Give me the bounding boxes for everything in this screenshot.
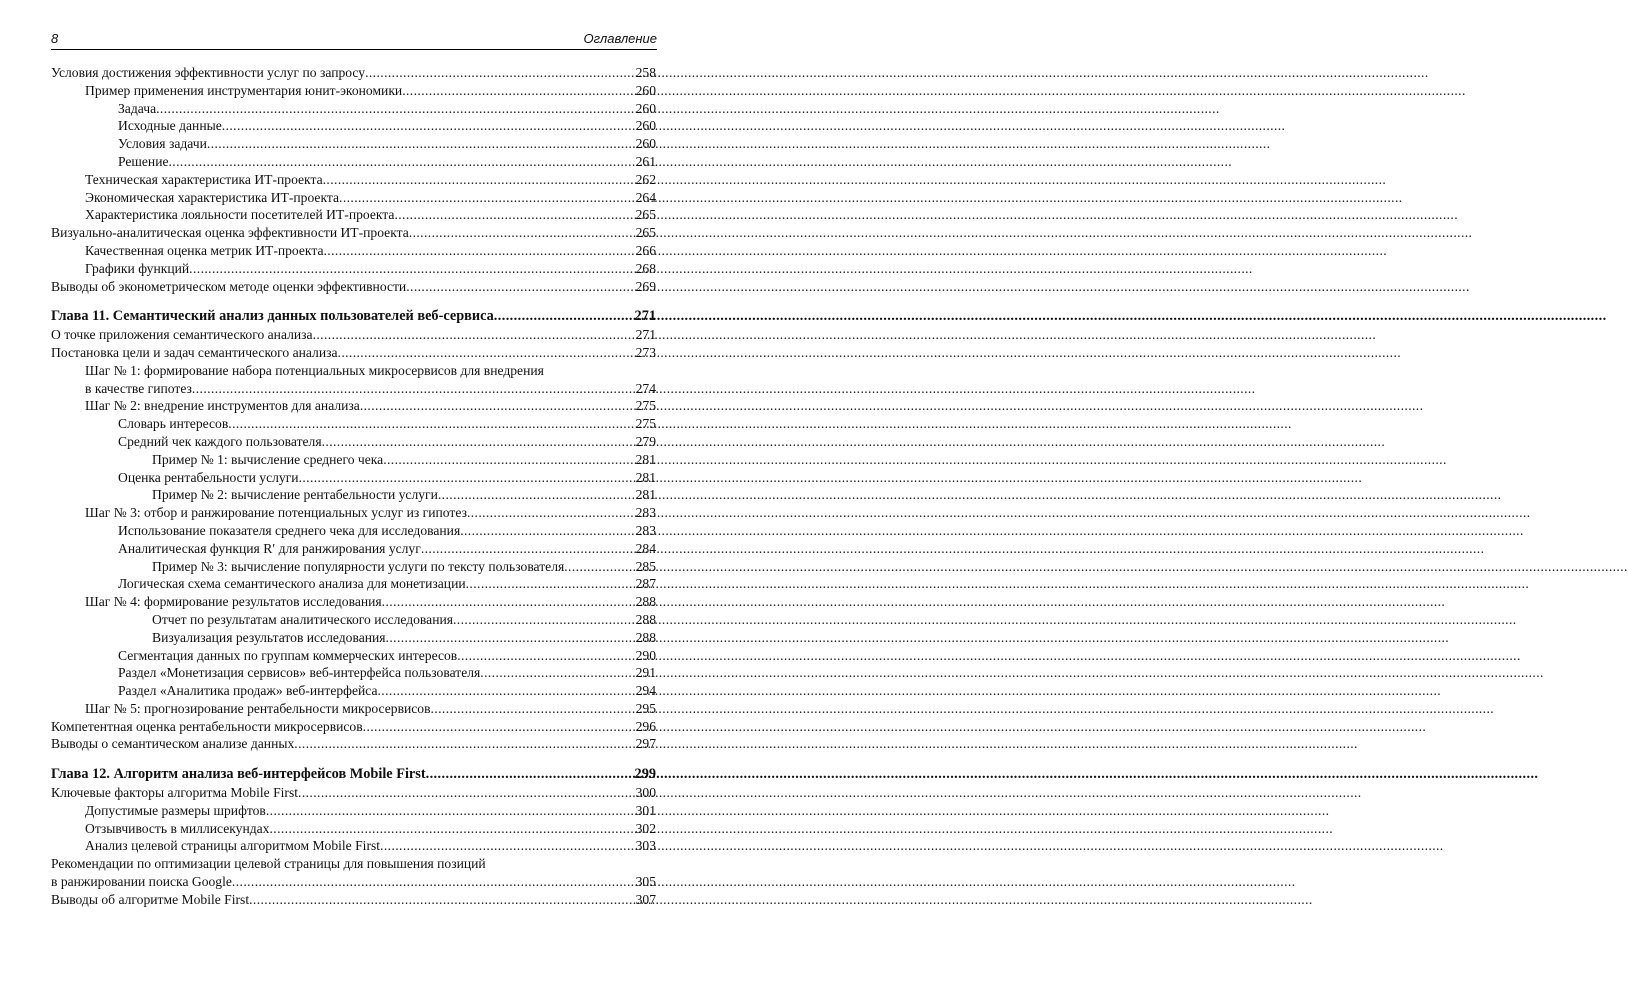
- toc-entry[interactable]: [51, 224, 656, 242]
- toc-entry-title: Шаг № 3: отбор и ранжирование потенциальных услуг из гипотез: [85, 505, 467, 521]
- toc-entry-title: Шаг № 1: формирование набора потенциальных микросервисов для внедрения: [85, 362, 544, 378]
- toc-entry[interactable]: [51, 380, 656, 398]
- toc-entry-page: 302: [635, 820, 656, 836]
- toc-entry-title: Условия достижения эффективности услуг по запросу: [51, 65, 366, 80]
- toc-entry-title: О точке приложения семантического анализа: [51, 327, 313, 343]
- dot-leader: [426, 766, 635, 784]
- toc-entry-title: Выводы о семантическом анализе данных: [51, 736, 295, 752]
- toc-entry-page: 281: [635, 469, 656, 485]
- toc-entry-title: Визуализация результатов исследования: [152, 629, 386, 645]
- toc-entry-title: Шаг № 5: прогнозирование рентабельности микросервисов: [85, 700, 431, 716]
- dot-leader: [222, 117, 636, 135]
- toc-entry[interactable]: [51, 433, 656, 451]
- dot-leader: [564, 558, 635, 576]
- running-header: [51, 31, 657, 50]
- dot-leader: [466, 575, 636, 593]
- toc-entry-page: 291: [635, 665, 656, 681]
- dot-leader: [431, 700, 636, 718]
- toc-entry[interactable]: [51, 362, 656, 380]
- toc-gap: [51, 753, 656, 766]
- toc-entry-page: 260: [635, 118, 656, 134]
- toc-entry-title: Глава 12. Алгоритм анализа веб-интерфейсов Mobile First: [51, 766, 426, 783]
- toc-entry[interactable]: [51, 469, 656, 487]
- dot-leader: [378, 682, 636, 700]
- toc-entry[interactable]: [51, 242, 656, 260]
- toc-entry[interactable]: [51, 522, 656, 540]
- toc-entry[interactable]: [51, 278, 656, 296]
- toc-entry[interactable]: [51, 820, 656, 838]
- toc-entry[interactable]: [51, 593, 656, 611]
- toc-entry-page: 260: [635, 136, 656, 152]
- toc-entry[interactable]: [51, 629, 656, 647]
- toc-entry[interactable]: [51, 135, 656, 153]
- toc-entry-title: Шаг № 4: формирование результатов исследования: [85, 594, 382, 610]
- toc-entry-title: Экономическая характеристика ИТ-проекта: [85, 189, 340, 205]
- toc-entry-title: Характеристика лояльности посетителей ИТ-проекта: [85, 207, 395, 223]
- toc-entry[interactable]: [51, 784, 656, 802]
- toc-entry-title: Качественная оценка метрик ИТ-проекта: [85, 242, 324, 258]
- toc-entry-page: 300: [635, 785, 656, 801]
- toc-entry-title: Использование показателя среднего чека для исследования: [118, 522, 461, 538]
- dot-leader: [156, 100, 635, 118]
- dot-leader: [409, 224, 636, 242]
- toc-entry-title: Логическая схема семантического анализа для монетизации: [118, 576, 466, 592]
- toc-entry-title: Решение: [118, 153, 169, 169]
- toc-entry[interactable]: [51, 700, 656, 718]
- toc-gap: [51, 295, 656, 308]
- toc-entry-title: Шаг № 2: внедрение инструментов для анализа: [85, 398, 360, 414]
- toc-entry-page: 288: [635, 611, 656, 627]
- toc-entry-page: 281: [635, 487, 656, 503]
- dot-leader: [360, 397, 636, 415]
- toc-entry[interactable]: [51, 891, 656, 909]
- toc-entry-page: 273: [635, 344, 656, 360]
- toc-entry-page: 275: [635, 398, 656, 414]
- dot-leader: [269, 820, 635, 838]
- toc-entry-title: Аналитическая функция R′ для ранжирования услуг: [118, 540, 421, 556]
- dot-leader: [386, 629, 636, 647]
- toc-entry-page: 296: [635, 718, 656, 734]
- dot-leader: [406, 278, 635, 296]
- toc-entry-page: 297: [635, 736, 656, 752]
- toc-entry-title: Пример № 1: вычисление среднего чека: [152, 451, 384, 467]
- toc-entry[interactable]: [51, 682, 656, 700]
- toc-entry[interactable]: [51, 718, 656, 736]
- toc-entry[interactable]: [51, 540, 656, 558]
- toc-entry[interactable]: [51, 558, 656, 576]
- toc-entry-page: 303: [635, 838, 656, 854]
- toc-entry-title: Выводы об алгоритме Mobile First: [51, 891, 250, 907]
- toc-entry[interactable]: [51, 82, 656, 100]
- dot-leader: [365, 64, 636, 82]
- toc-entry-title: Пример применения инструментария юнит-экономики: [85, 82, 403, 98]
- toc-entry-page: 283: [635, 505, 656, 521]
- toc-entry-page: 261: [635, 153, 656, 169]
- toc-entry-title: Графики функций: [85, 260, 190, 276]
- dot-leader: [421, 540, 636, 558]
- dot-leader: [383, 451, 635, 469]
- toc-entry-title: Исходные данные: [118, 118, 222, 134]
- dot-leader: [192, 380, 636, 398]
- toc-entry-title: Компетентная оценка рентабельности микросервисов: [51, 718, 363, 734]
- dot-leader: [189, 260, 635, 278]
- toc-entry-page: 264: [635, 189, 656, 205]
- toc-entry-page: 288: [635, 629, 656, 645]
- toc-entry[interactable]: [51, 397, 656, 415]
- toc-entry[interactable]: [51, 486, 656, 504]
- section-title: Оглавление: [583, 31, 657, 46]
- dot-leader: [313, 326, 636, 344]
- toc-entry-page: 271: [635, 327, 656, 343]
- toc-chapter-entry[interactable]: [51, 308, 656, 326]
- toc-entry-title: Сегментация данных по группам коммерческих интересов: [118, 647, 458, 663]
- dot-leader: [207, 135, 636, 153]
- toc-entry[interactable]: [51, 504, 656, 522]
- dot-leader: [382, 593, 636, 611]
- toc-entry-title: Отзывчивость в миллисекундах: [85, 820, 270, 836]
- toc-entry-title: в ранжировании поиска Google: [51, 874, 232, 890]
- toc-entry-page: 299: [634, 766, 656, 783]
- toc-entry[interactable]: [51, 415, 656, 433]
- toc-entry-page: 287: [635, 576, 656, 592]
- toc-entry-page: 275: [635, 416, 656, 432]
- toc-entry[interactable]: [51, 855, 656, 873]
- toc-entry-page: 294: [635, 683, 656, 699]
- toc-entry-title: Словарь интересов: [118, 416, 229, 432]
- dot-leader: [467, 504, 636, 522]
- dot-leader: [322, 433, 636, 451]
- toc-entry-title: в качестве гипотез: [85, 380, 192, 396]
- toc-entry-page: 258: [635, 65, 656, 80]
- toc-entry[interactable]: [51, 344, 656, 362]
- toc-entry-title: Оценка рентабельности услуги: [118, 469, 299, 485]
- toc-entry-title: Пример № 3: вычисление популярности услуги по тексту пользователя: [152, 558, 565, 574]
- toc-entry-title: Постановка цели и задач семантического анализа: [51, 344, 338, 360]
- toc-entry-title: Ключевые факторы алгоритма Mobile First: [51, 785, 299, 801]
- toc-entry-page: 307: [635, 891, 656, 907]
- dot-leader: [480, 664, 635, 682]
- toc-entry[interactable]: [51, 735, 656, 753]
- toc-entry-page: 285: [635, 558, 656, 574]
- table-of-contents: [51, 64, 656, 909]
- dot-leader: [294, 735, 635, 753]
- toc-entry-page: 274: [635, 380, 656, 396]
- toc-entry-title: Допустимые размеры шрифтов: [85, 802, 266, 818]
- toc-entry[interactable]: [51, 575, 656, 593]
- toc-entry[interactable]: [51, 664, 656, 682]
- toc-entry[interactable]: [51, 260, 656, 278]
- toc-entry-title: Техническая характеристика ИТ-проекта: [85, 171, 323, 187]
- toc-entry-page: 283: [635, 522, 656, 538]
- dot-leader: [338, 344, 636, 362]
- toc-entry-title: Глава 11. Семантический анализ данных пользователей веб-сервиса: [51, 308, 494, 325]
- toc-entry[interactable]: [51, 611, 656, 629]
- dot-leader: [323, 242, 635, 260]
- dot-leader: [249, 891, 636, 909]
- toc-entry-page: 262: [635, 171, 656, 187]
- toc-entry-title: Анализ целевой страницы алгоритмом Mobile First: [85, 838, 381, 854]
- dot-leader: [457, 647, 635, 665]
- toc-entry-title: Пример № 2: вычисление рентабельности услуги: [152, 487, 438, 503]
- toc-entry[interactable]: [51, 171, 656, 189]
- page-number: 8: [51, 31, 59, 46]
- dot-leader: [380, 837, 636, 855]
- toc-entry[interactable]: [51, 873, 656, 891]
- toc-entry[interactable]: [51, 647, 656, 665]
- toc-entry-page: 260: [635, 100, 656, 116]
- dot-leader: [453, 611, 636, 629]
- dot-leader: [298, 784, 636, 802]
- toc-entry-title: Рекомендации по оптимизации целевой страницы для повышения позиций: [51, 856, 486, 872]
- toc-entry[interactable]: [51, 117, 656, 135]
- toc-entry-page: 284: [635, 540, 656, 556]
- dot-leader: [299, 469, 636, 487]
- toc-entry-page: 271: [634, 308, 656, 325]
- document-page: [0, 0, 709, 1000]
- toc-entry[interactable]: [51, 837, 656, 855]
- toc-entry-page: 290: [635, 647, 656, 663]
- toc-entry[interactable]: [51, 326, 656, 344]
- toc-entry-page: 268: [635, 260, 656, 276]
- dot-leader: [460, 522, 635, 540]
- toc-entry-page: 260: [635, 82, 656, 98]
- toc-entry-title: Выводы об эконометрическом методе оценки эффективности: [51, 278, 407, 294]
- toc-entry-title: Условия задачи: [118, 136, 207, 152]
- toc-entry[interactable]: [51, 100, 656, 118]
- toc-entry[interactable]: [51, 451, 656, 469]
- dot-leader: [228, 415, 635, 433]
- toc-entry-page: 269: [635, 278, 656, 294]
- toc-entry[interactable]: [51, 189, 656, 207]
- toc-chapter-entry[interactable]: [51, 766, 656, 784]
- dot-leader: [323, 171, 636, 189]
- dot-leader: [402, 82, 635, 100]
- toc-entry-page: 266: [635, 242, 656, 258]
- toc-entry-page: 295: [635, 700, 656, 716]
- dot-leader: [232, 873, 636, 891]
- toc-entry-page: 281: [635, 451, 656, 467]
- toc-entry-page: 265: [635, 207, 656, 223]
- dot-leader: [494, 308, 635, 326]
- dot-leader: [339, 189, 636, 207]
- toc-entry-page: 279: [635, 433, 656, 449]
- toc-entry-title: Средний чек каждого пользователя: [118, 433, 322, 449]
- toc-entry-page: 265: [635, 225, 656, 241]
- toc-entry-title: Раздел «Аналитика продаж» веб-интерфейса: [118, 683, 378, 699]
- dot-leader: [169, 153, 636, 171]
- toc-entry-title: Отчет по результатам аналитического исследования: [152, 611, 453, 627]
- toc-entry-page: 305: [635, 874, 656, 890]
- dot-leader: [363, 718, 636, 736]
- toc-entry-title: Раздел «Монетизация сервисов» веб-интерфейса пользователя: [118, 665, 481, 681]
- toc-entry-title: Задача: [118, 100, 157, 116]
- toc-entry[interactable]: [51, 153, 656, 171]
- toc-entry-title: Визуально-аналитическая оценка эффективности ИТ-проекта: [51, 225, 409, 241]
- toc-entry-page: 288: [635, 594, 656, 610]
- dot-leader: [266, 802, 636, 820]
- dot-leader: [394, 206, 635, 224]
- toc-entry[interactable]: [51, 802, 656, 820]
- toc-entry[interactable]: [51, 206, 656, 224]
- dot-leader: [438, 486, 636, 504]
- toc-entry[interactable]: [51, 64, 656, 82]
- toc-entry-page: 301: [635, 802, 656, 818]
